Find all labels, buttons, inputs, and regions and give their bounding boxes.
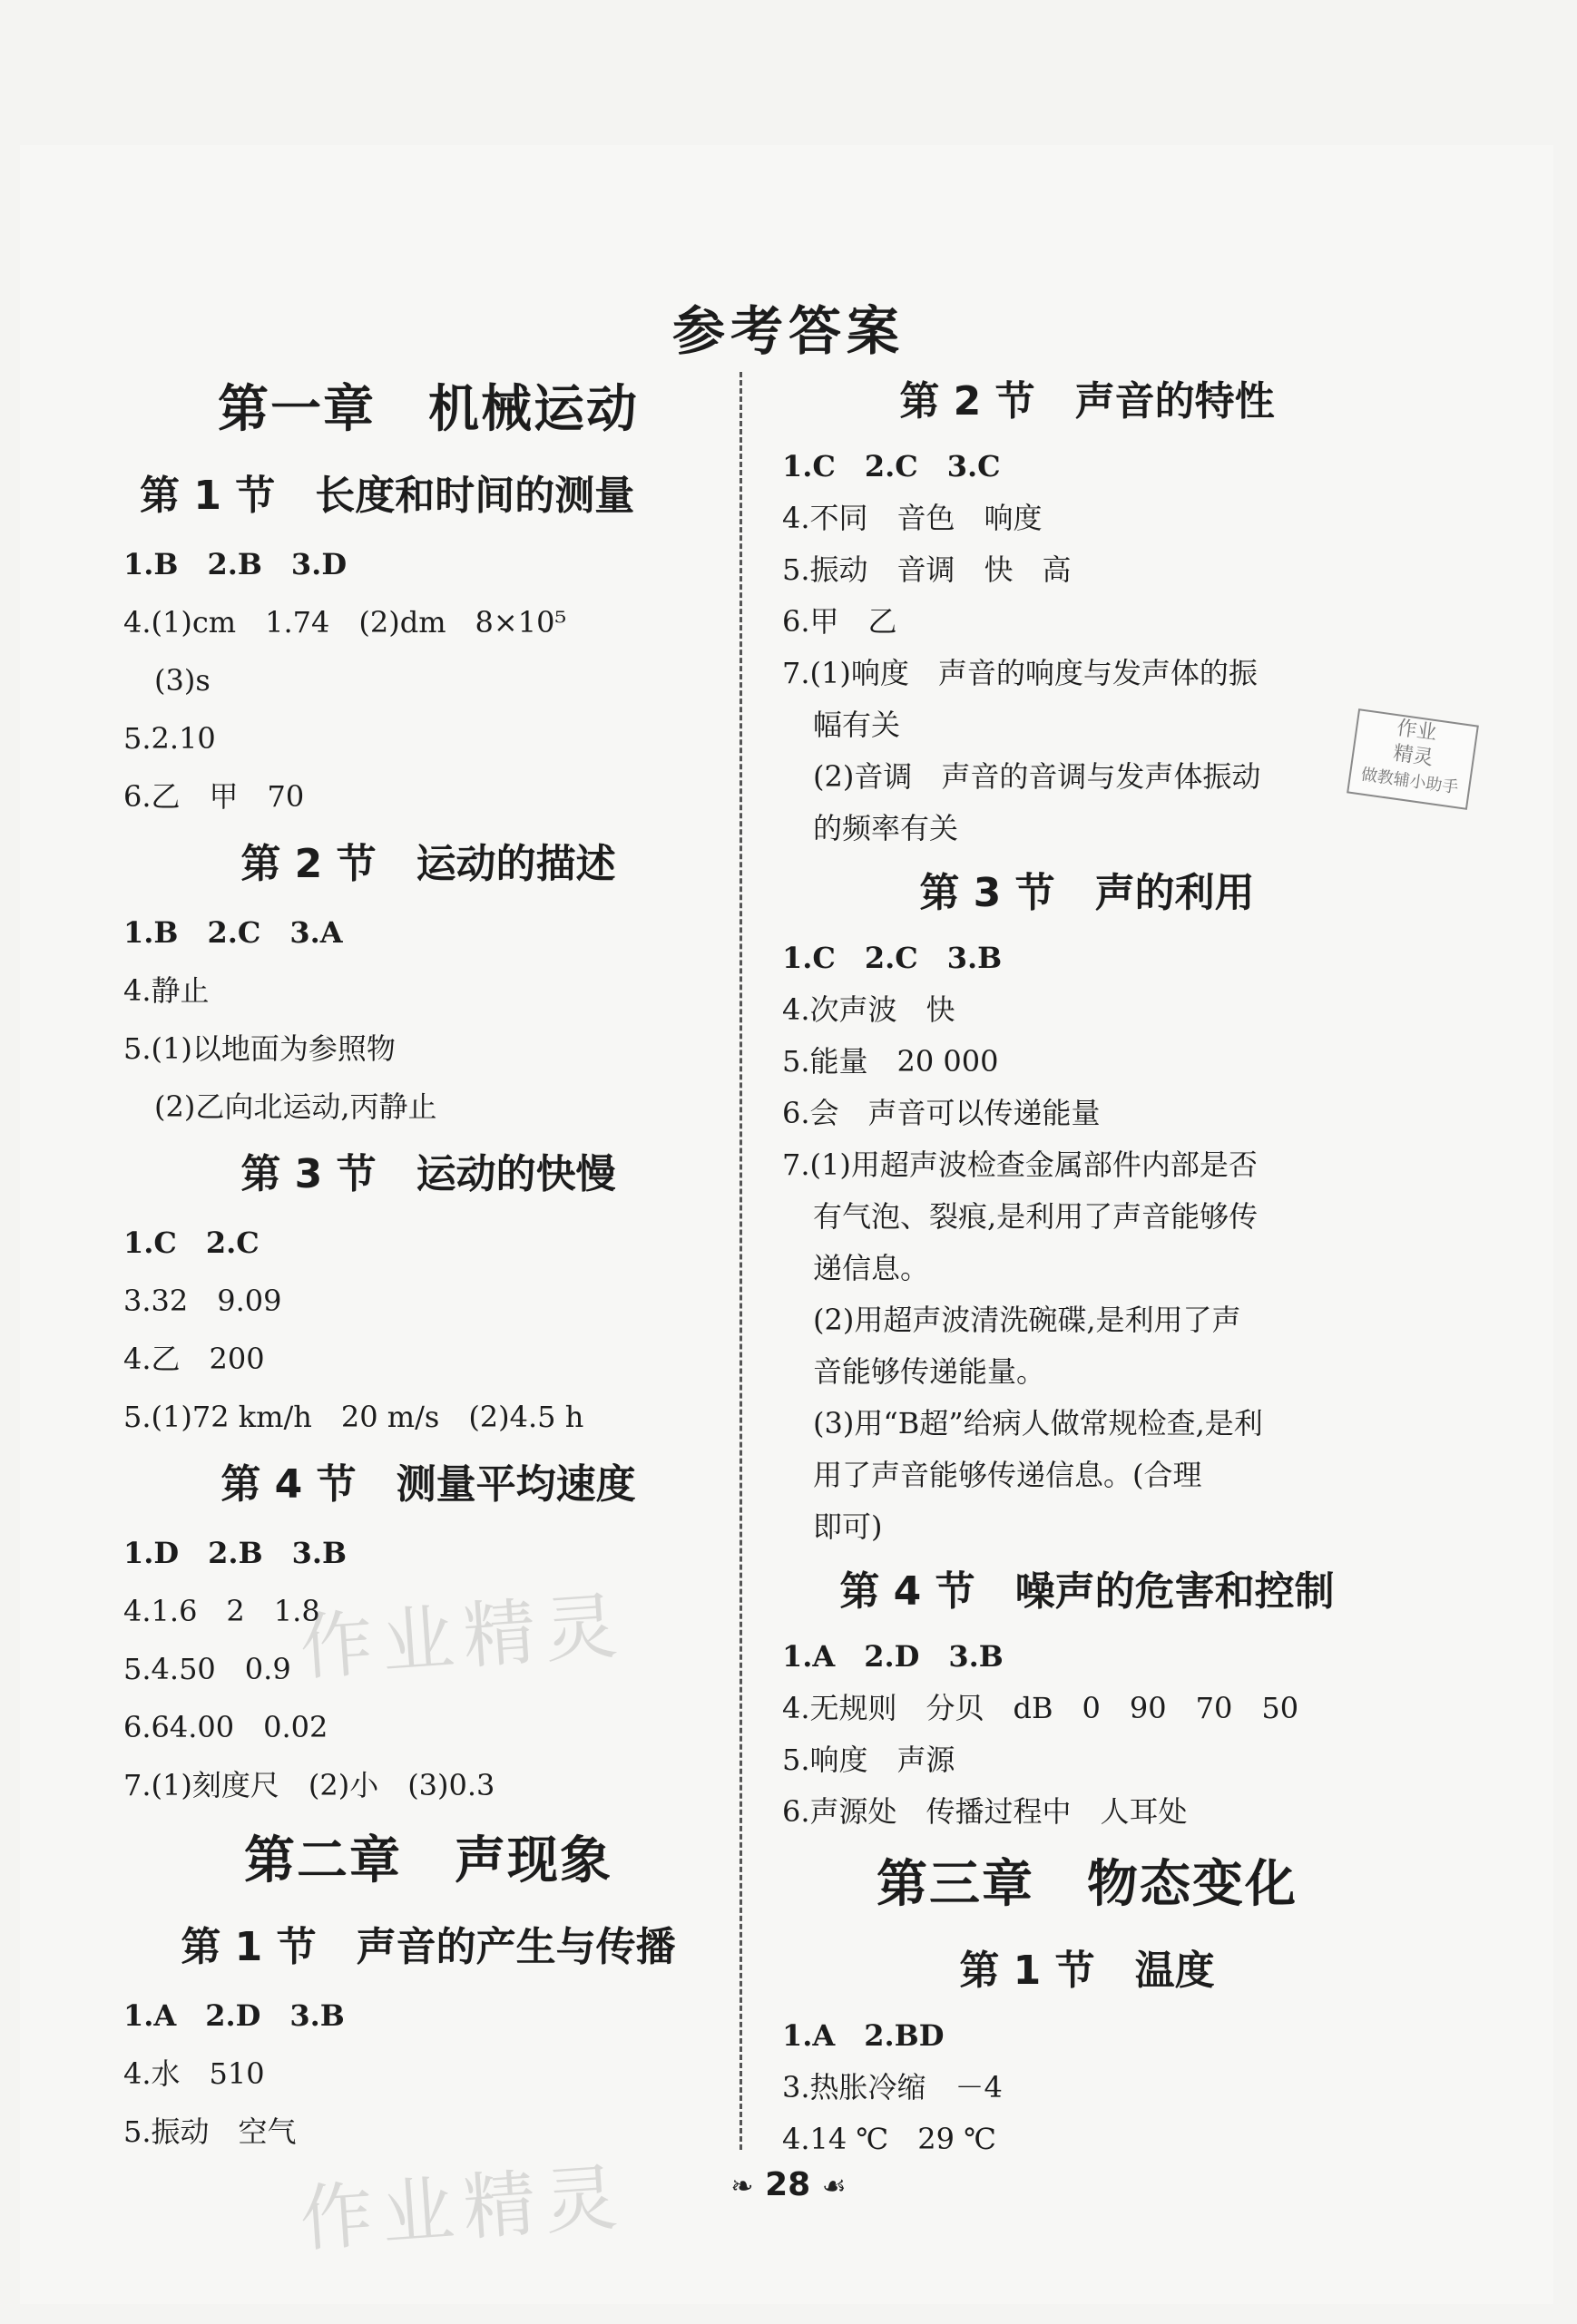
answer-line: 6.会 声音可以传递能量	[782, 1096, 1101, 1130]
answer-line: (2)用超声波清洗碗碟,是利用了声	[813, 1303, 1241, 1337]
section-heading: 第 3 节 声的利用	[919, 870, 1255, 916]
section-heading: 第 2 节 运动的描述	[240, 841, 616, 887]
answer-line: 6.乙 甲 70	[123, 779, 305, 814]
answer-line: 即可)	[813, 1509, 883, 1544]
answer-line: 7.(1)刻度尺 (2)小 (3)0.3	[123, 1768, 495, 1802]
answer-line: 6.甲 乙	[782, 604, 897, 639]
answer-line: 4.14 ℃ 29 ℃	[782, 2122, 996, 2156]
answer-line: 幅有关	[813, 708, 901, 742]
answer-line: 4.乙 200	[123, 1342, 265, 1376]
ornament-left-icon: ❧	[730, 2171, 754, 2202]
answer-line: 7.(1)用超声波检查金属部件内部是否	[782, 1147, 1258, 1182]
answer-line: 4.次声波 快	[782, 992, 955, 1027]
stamp-line: 作业	[1395, 717, 1438, 746]
answer-line: 音能够传递能量。	[813, 1354, 1046, 1389]
page-number	[0, 2166, 1577, 2203]
chapter-heading: 第一章 机械运动	[218, 380, 639, 439]
stamp-line: 做教辅小助手	[1359, 765, 1460, 798]
answer-line: 5.能量 20 000	[782, 1044, 999, 1079]
answer-line: 的频率有关	[813, 811, 959, 845]
right-column	[779, 363, 1396, 2165]
answer-line: 4.1.6 2 1.8	[123, 1594, 320, 1628]
answer-line: 5.振动 空气	[123, 2114, 297, 2149]
answer-line: (3)s	[154, 663, 211, 698]
answer-line: 5.2.10	[123, 721, 216, 756]
chapter-heading: 第三章 物态变化	[877, 1855, 1298, 1914]
section-heading: 第 1 节 长度和时间的测量	[140, 473, 635, 519]
page-title: 参考答案	[671, 300, 905, 362]
section-heading: 第 4 节 测量平均速度	[220, 1461, 636, 1508]
answer-line: 5.(1)72 km/h 20 m/s (2)4.5 h	[123, 1400, 584, 1434]
answer-line: 1.A 2.D 3.B	[123, 1998, 345, 2033]
watermark: 作业精灵	[297, 2154, 630, 2262]
answer-line: 5.(1)以地面为参照物	[123, 1031, 396, 1066]
section-heading: 第 2 节 声音的特性	[899, 378, 1275, 425]
answer-line: 递信息。	[813, 1251, 930, 1285]
answer-line: 5.响度 声源	[782, 1743, 955, 1777]
answer-line: 1.D 2.B 3.B	[123, 1536, 348, 1570]
answer-line: 用了声音能够传递信息。(合理	[813, 1458, 1202, 1492]
answer-line: 5.4.50 0.9	[123, 1652, 291, 1686]
answer-line: 5.振动 音调 快 高	[782, 552, 1072, 587]
answer-line: 4.(1)cm 1.74 (2)dm 8×10⁵	[123, 605, 567, 640]
page-number-value: 28	[765, 2166, 811, 2203]
answer-line: 4.静止	[123, 973, 210, 1008]
answer-line: 4.无规则 分贝 dB 0 90 70 50	[782, 1691, 1299, 1725]
answer-line: 6.64.00 0.02	[123, 1710, 328, 1744]
left-column	[120, 363, 737, 2161]
answer-line: 6.声源处 传播过程中 人耳处	[782, 1794, 1188, 1829]
section-heading: 第 3 节 运动的快慢	[240, 1151, 616, 1197]
answer-line: 1.B 2.B 3.D	[123, 547, 348, 581]
section-heading: 第 1 节 声音的产生与传播	[181, 1924, 676, 1970]
ornament-right-icon: ☙	[821, 2171, 847, 2202]
watermark: 作业精灵	[297, 1583, 630, 1691]
stamp-line: 精灵	[1391, 742, 1435, 770]
answer-line: 4.水 510	[123, 2056, 265, 2091]
answer-line: (3)用“B超”给病人做常规检查,是利	[813, 1406, 1263, 1440]
answer-line: 4.不同 音色 响度	[782, 501, 1043, 535]
section-heading: 第 4 节 噪声的危害和控制	[839, 1568, 1335, 1615]
answer-line: 1.B 2.C 3.A	[123, 915, 343, 950]
answer-line: 有气泡、裂痕,是利用了声音能够传	[813, 1199, 1259, 1234]
answer-line: 1.C 2.C 3.B	[782, 941, 1003, 975]
answer-line: (2)乙向北运动,丙静止	[154, 1089, 437, 1124]
answer-line: 1.C 2.C 3.C	[782, 449, 1001, 483]
stamp-logo	[1347, 708, 1479, 810]
chapter-heading: 第二章 声现象	[244, 1831, 612, 1890]
answer-line: 1.A 2.BD	[782, 2018, 945, 2053]
answer-line: 3.32 9.09	[123, 1284, 282, 1318]
answer-line: 3.热胀冷缩 －4	[782, 2070, 1003, 2104]
answer-line: (2)音调 声音的音调与发声体振动	[813, 759, 1261, 794]
answer-line: 7.(1)响度 声音的响度与发声体的振	[782, 656, 1258, 690]
section-heading: 第 1 节 温度	[959, 1948, 1215, 1994]
column-divider	[740, 372, 742, 2150]
answer-line: 1.A 2.D 3.B	[782, 1639, 1004, 1674]
answer-line: 1.C 2.C	[123, 1225, 260, 1260]
